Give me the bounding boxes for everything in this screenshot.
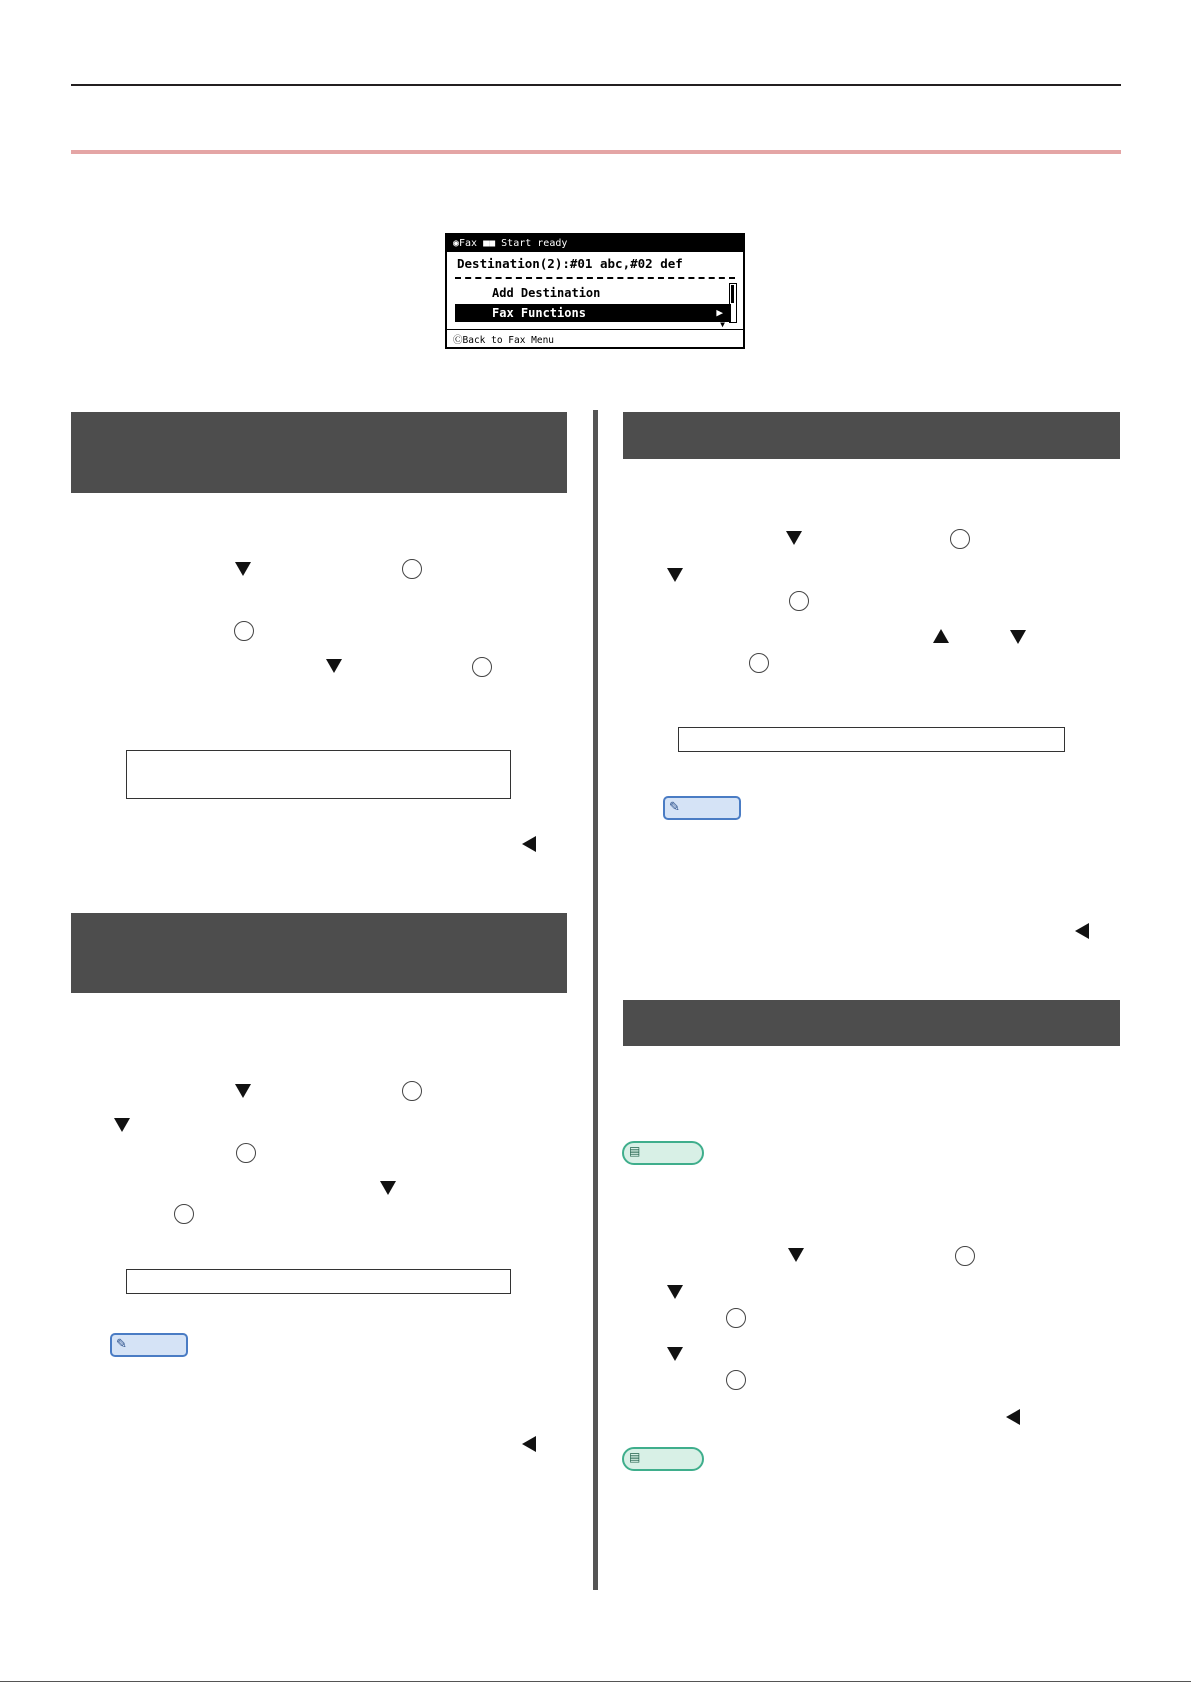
up-arrow-icon [933, 629, 949, 643]
column-divider [593, 410, 598, 1590]
scroll-down-icon: ▼ [720, 320, 725, 329]
ok-button-icon [402, 1081, 422, 1101]
lcd-footer-separator [447, 329, 743, 330]
lcd-display-box [126, 750, 511, 799]
ok-button-icon [955, 1246, 975, 1266]
ok-button-icon [726, 1370, 746, 1390]
section-header-bar-3 [623, 412, 1120, 459]
down-arrow-icon [326, 659, 342, 673]
ok-button-icon [472, 657, 492, 677]
lcd-display-box [126, 1269, 511, 1294]
down-arrow-icon [235, 1084, 251, 1098]
down-arrow-icon [786, 531, 802, 545]
lcd-status-bar: ◉Fax ■■ Start ready [447, 235, 743, 252]
reference-badge [622, 1141, 704, 1165]
footer-rule [0, 1681, 1191, 1682]
right-arrow-icon: ▶ [716, 306, 723, 319]
back-arrow-icon [522, 1436, 536, 1452]
pencil-icon: ✎ [116, 1336, 127, 1351]
ok-button-icon [402, 559, 422, 579]
down-arrow-icon [667, 568, 683, 582]
down-arrow-icon [235, 562, 251, 576]
book-icon: ▤ [629, 1450, 641, 1464]
ok-button-icon [950, 529, 970, 549]
lcd-dashed-separator [455, 277, 735, 279]
section-header-bar-4 [623, 1000, 1120, 1046]
ok-button-icon [789, 591, 809, 611]
header-rule [71, 84, 1121, 86]
down-arrow-icon [667, 1347, 683, 1361]
section-header-bar-1 [71, 412, 567, 493]
lcd-menu-item-label: Fax Functions [492, 306, 586, 320]
ok-button-icon [174, 1204, 194, 1224]
lcd-menu-item-add-destination[interactable]: Add Destination [492, 286, 601, 300]
down-arrow-icon [667, 1285, 683, 1299]
title-underline [71, 150, 1121, 154]
back-arrow-icon [1075, 923, 1089, 939]
lcd-menu-item-fax-functions[interactable] [455, 304, 731, 322]
reference-badge [622, 1447, 704, 1471]
down-arrow-icon [1010, 630, 1026, 644]
memo-badge [110, 1333, 188, 1357]
back-arrow-icon [1006, 1409, 1020, 1425]
ok-button-icon [726, 1308, 746, 1328]
back-arrow-icon [522, 836, 536, 852]
lcd-destination-line: Destination(2):#01 abc,#02 def [457, 256, 683, 271]
pencil-icon: ✎ [669, 799, 680, 814]
book-icon: ▤ [629, 1144, 641, 1158]
section-header-bar-2 [71, 913, 567, 993]
down-arrow-icon [114, 1118, 130, 1132]
lcd-screen [445, 233, 745, 349]
down-arrow-icon [788, 1248, 804, 1262]
memo-badge [663, 796, 741, 820]
lcd-back-hint: ⒸBack to Fax Menu [453, 335, 555, 346]
lcd-scrollbar-thumb [731, 285, 734, 303]
ok-button-icon [234, 621, 254, 641]
ok-button-icon [749, 653, 769, 673]
ok-button-icon [236, 1143, 256, 1163]
lcd-scrollbar [729, 283, 737, 323]
down-arrow-icon [380, 1181, 396, 1195]
lcd-display-box [678, 727, 1065, 752]
